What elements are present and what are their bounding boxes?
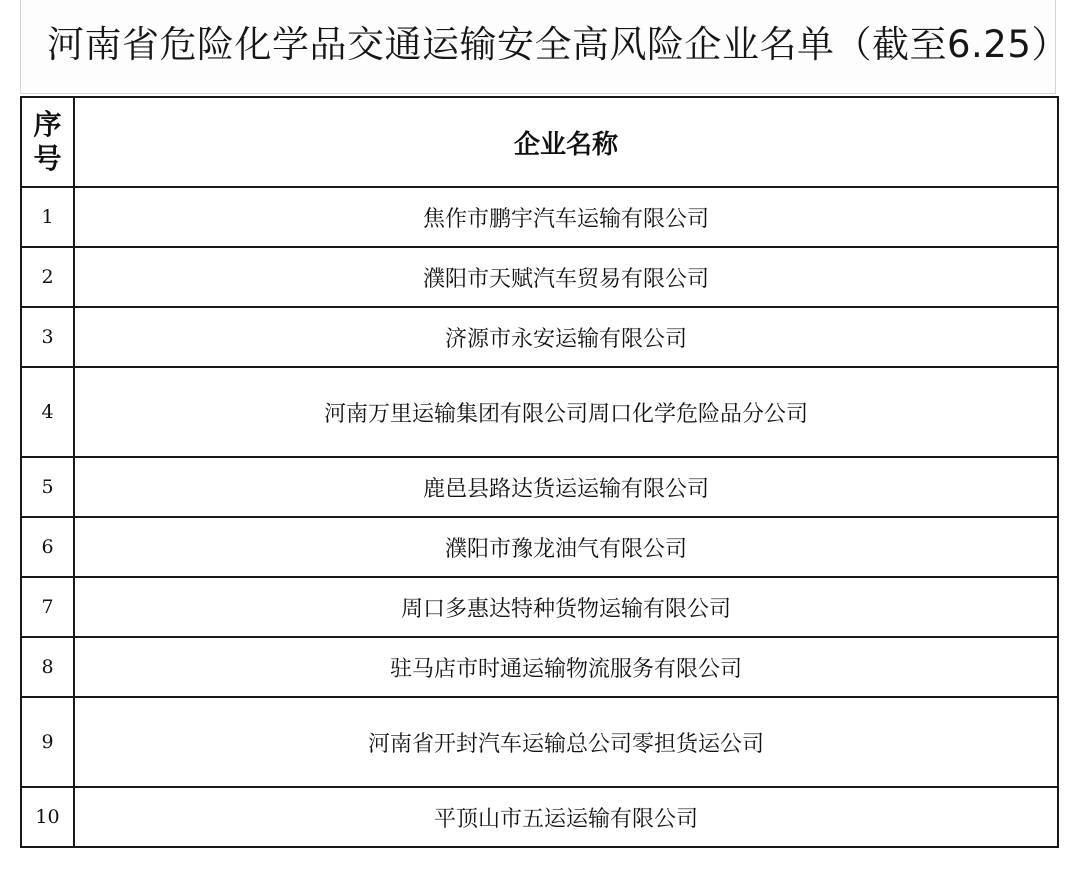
table-row — [21, 577, 1058, 637]
table-row — [21, 187, 1058, 247]
row-index: 7 — [21, 577, 74, 637]
company-name: 济源市永安运输有限公司 — [74, 307, 1058, 367]
row-index: 4 — [21, 367, 74, 457]
row-index: 5 — [21, 457, 74, 517]
table-row — [21, 637, 1058, 697]
table-row — [21, 367, 1058, 457]
row-index: 9 — [21, 697, 74, 787]
company-name: 河南省开封汽车运输总公司零担货运公司 — [74, 697, 1058, 787]
table-header-row — [21, 97, 1058, 187]
company-name: 焦作市鹏宇汽车运输有限公司 — [74, 187, 1058, 247]
company-name: 平顶山市五运运输有限公司 — [74, 787, 1058, 847]
company-name: 鹿邑县路达货运运输有限公司 — [74, 457, 1058, 517]
row-index: 10 — [21, 787, 74, 847]
row-index: 6 — [21, 517, 74, 577]
name-column-header: 企业名称 — [74, 97, 1058, 187]
row-index: 1 — [21, 187, 74, 247]
row-index: 3 — [21, 307, 74, 367]
index-header-line1: 序 — [33, 108, 62, 141]
table-row — [21, 247, 1058, 307]
table-row — [21, 457, 1058, 517]
title-box — [20, 0, 1069, 94]
company-name: 濮阳市天赋汽车贸易有限公司 — [74, 247, 1058, 307]
page-title: 河南省危险化学品交通运输安全高风险企业名单（截至6.25） — [47, 23, 1069, 66]
index-column-header — [21, 97, 74, 187]
row-index: 2 — [21, 247, 74, 307]
table-row — [21, 787, 1058, 847]
table-row — [21, 307, 1058, 367]
table-row — [21, 697, 1058, 787]
company-name: 河南万里运输集团有限公司周口化学危险品分公司 — [74, 367, 1058, 457]
company-name: 濮阳市豫龙油气有限公司 — [74, 517, 1058, 577]
table-row — [21, 517, 1058, 577]
company-table — [20, 96, 1059, 848]
row-index: 8 — [21, 637, 74, 697]
index-header-line2: 号 — [33, 142, 62, 175]
company-name: 驻马店市时通运输物流服务有限公司 — [74, 637, 1058, 697]
company-name: 周口多惠达特种货物运输有限公司 — [74, 577, 1058, 637]
